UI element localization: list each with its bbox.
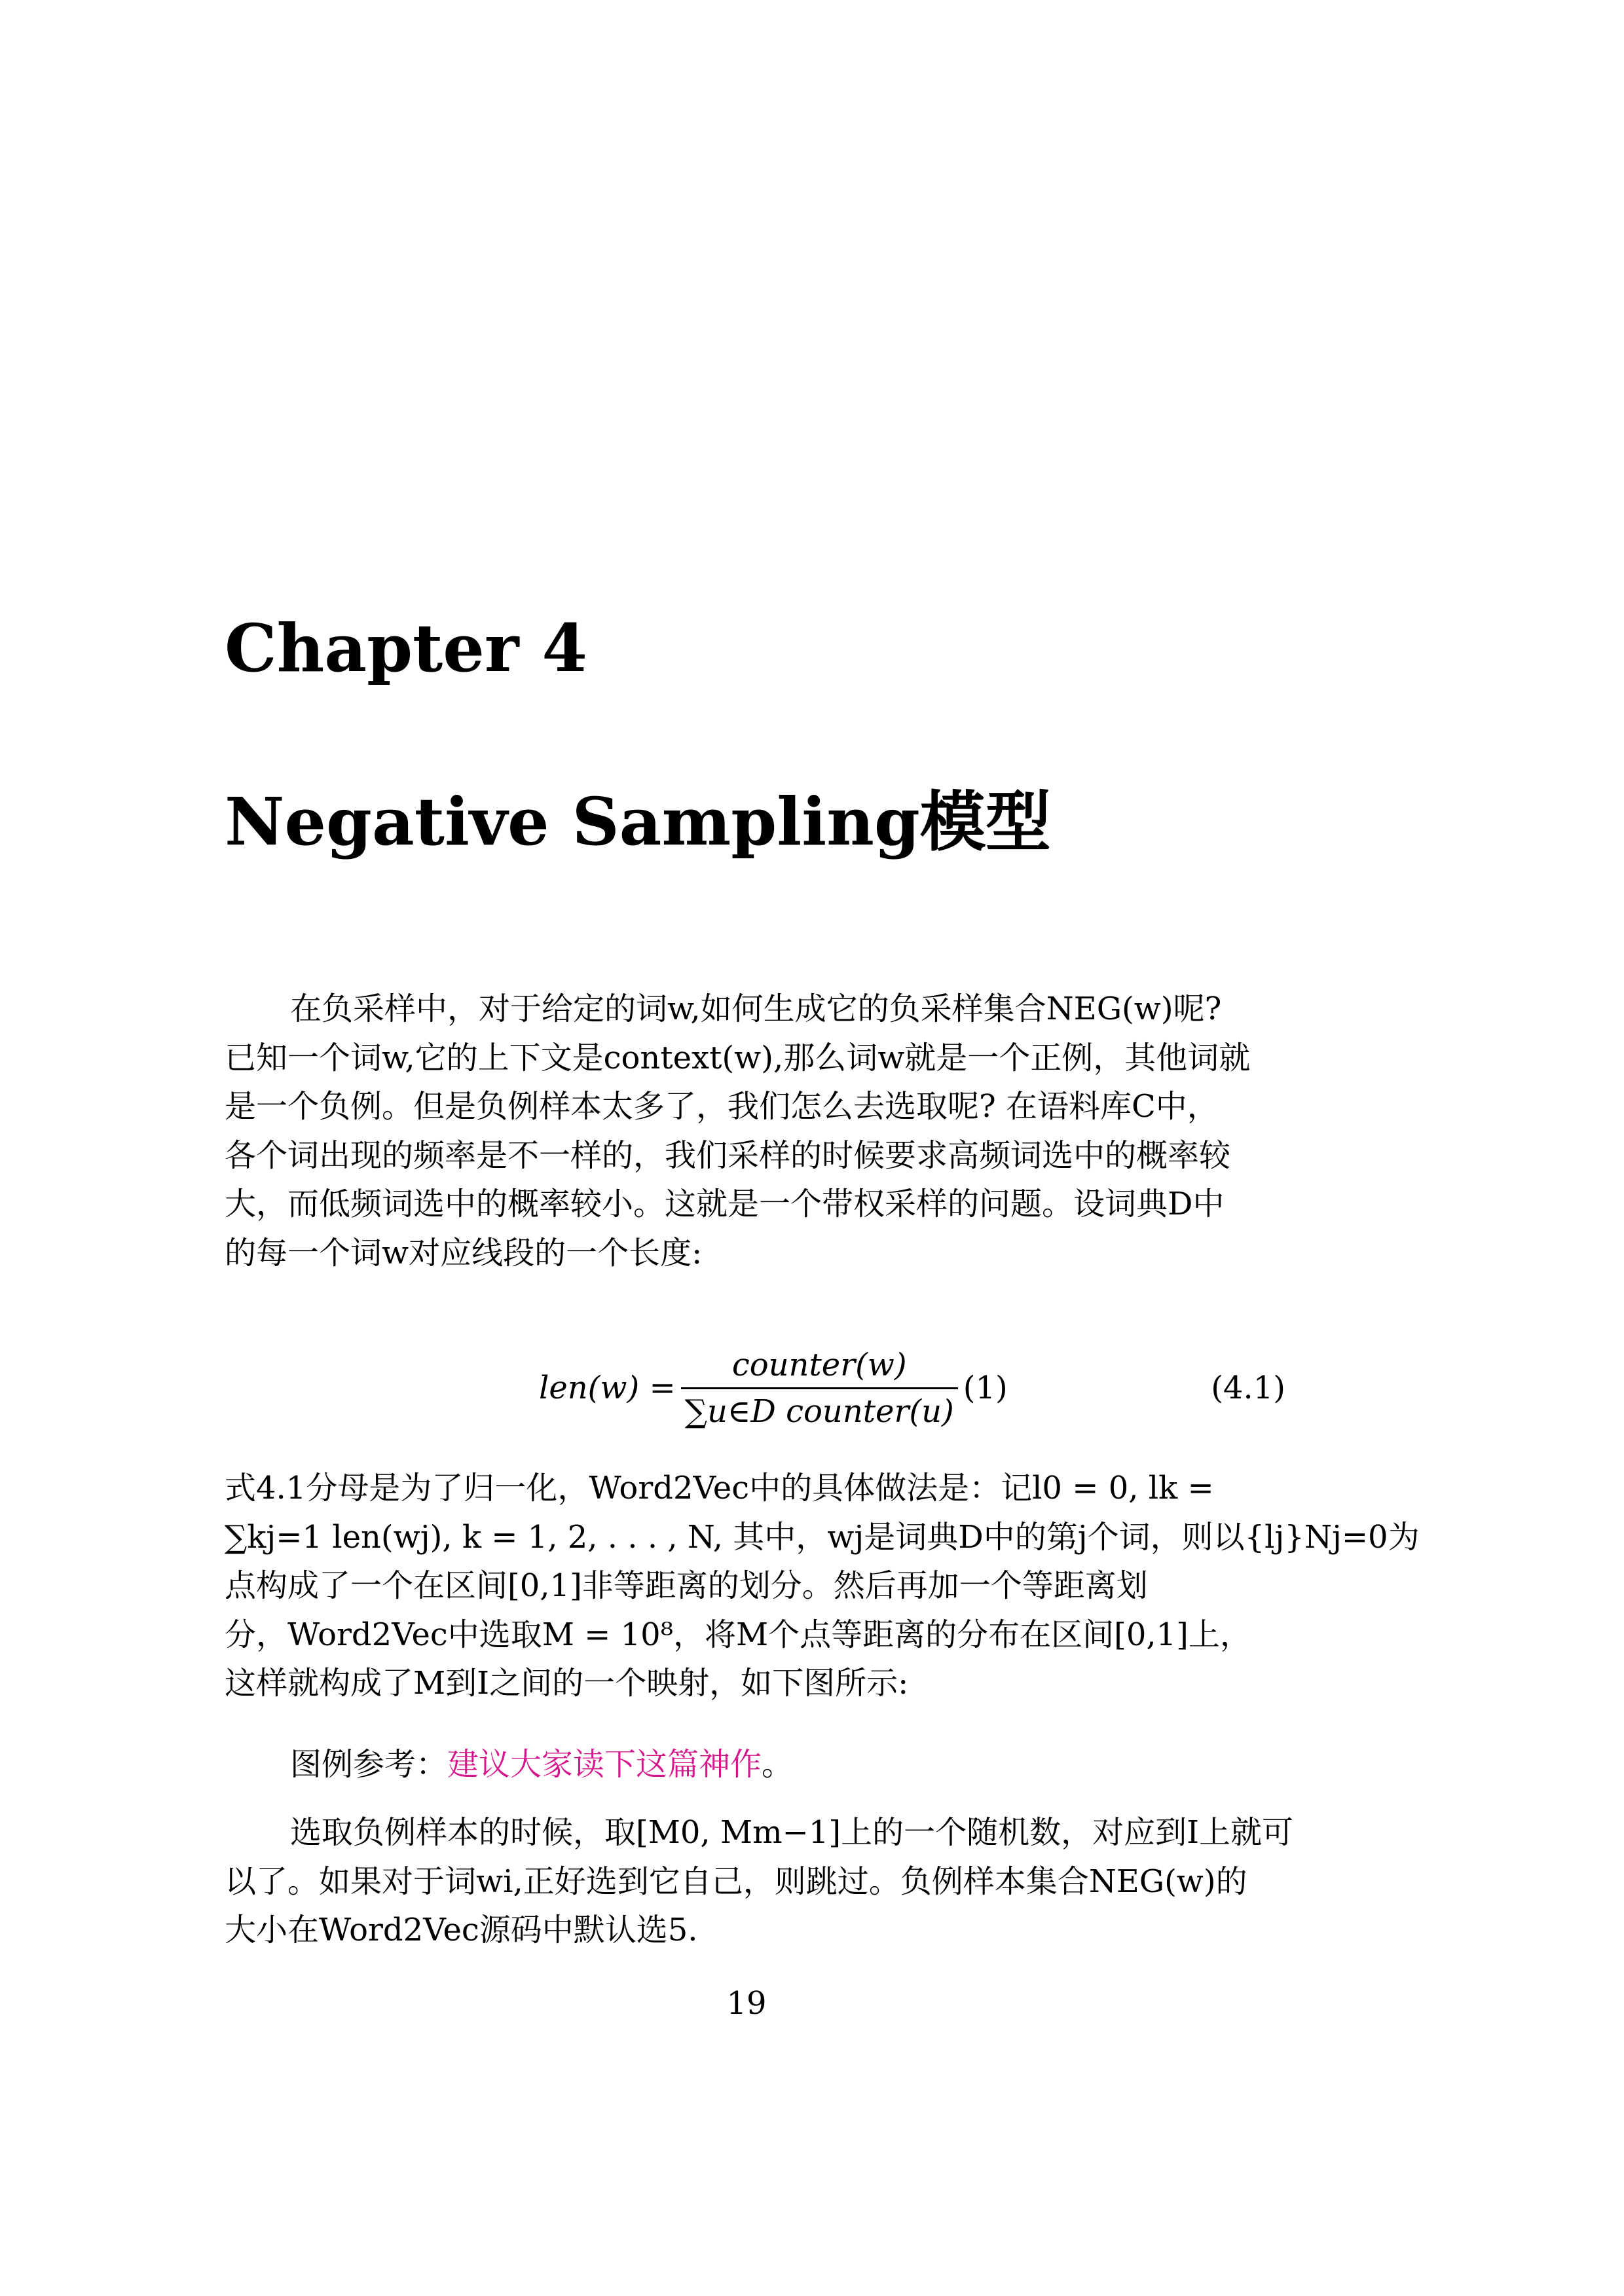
equation-denominator: ∑u∈D counter(u) xyxy=(684,1393,954,1430)
page-number: 19 xyxy=(726,1985,767,2022)
equation-body xyxy=(539,1336,1008,1440)
equation-suffix: (1) xyxy=(963,1370,1008,1406)
paragraph-method xyxy=(225,1464,1420,1708)
reference-suffix: 。 xyxy=(762,1746,794,1783)
paragraph-line: 是一个负例。但是负例样本太多了，我们怎么去选取呢? 在语料库C中， xyxy=(225,1088,1219,1125)
paragraph-sampling xyxy=(225,1808,1294,1955)
equation-4-1 xyxy=(225,1336,1285,1440)
paragraph-reference xyxy=(225,1740,1285,1789)
reference-link[interactable]: 建议大家读下这篇神作 xyxy=(447,1746,762,1783)
paragraph-line: 大小在Word2Vec源码中默认选5. xyxy=(225,1912,698,1948)
chapter-label: Chapter 4 xyxy=(225,610,587,687)
equation-lhs: len(w) = xyxy=(539,1370,676,1406)
equation-number: (4.1) xyxy=(1211,1370,1285,1406)
paragraph-line: ∑kj=1 len(wj), k = 1, 2, . . . , N, 其中，wj是词典D中的第j个词，则以{lj}Nj=0为 xyxy=(225,1518,1420,1556)
paragraph-line: 分，Word2Vec中选取M = 10⁸，将M个点等距离的分布在区间[0,1]上， xyxy=(225,1616,1251,1653)
paragraph-line: 这样就构成了M到I之间的一个映射，如下图所示: xyxy=(225,1665,909,1702)
equation-fraction xyxy=(681,1347,958,1430)
paragraph-line: 选取负例样本的时候，取[M0, Mm−1]上的一个随机数，对应到I上就可 xyxy=(290,1814,1294,1851)
reference-prefix: 图例参考： xyxy=(290,1746,448,1783)
paragraph-intro xyxy=(225,985,1285,1277)
paragraph-line: 点构成了一个在区间[0,1]非等距离的划分。然后再加一个等距离划 xyxy=(225,1567,1148,1604)
chapter-title: Negative Sampling模型 xyxy=(225,783,1051,860)
paragraph-line: 式4.1分母是为了归一化，Word2Vec中的具体做法是：记l0 = 0, lk = xyxy=(225,1470,1214,1506)
paragraph-line: 在负采样中，对于给定的词w,如何生成它的负采样集合NEG(w)呢? xyxy=(290,991,1222,1027)
paragraph-line xyxy=(225,1740,1285,1789)
paragraph-line: 已知一个词w,它的上下文是context(w),那么词w就是一个正例，其他词就 xyxy=(225,1039,1251,1076)
paragraph-line: 的每一个词w对应线段的一个长度: xyxy=(225,1234,703,1271)
paragraph-line: 以了。如果对于词wi,正好选到它自己，则跳过。负例样本集合NEG(w)的 xyxy=(225,1863,1247,1900)
paragraph-line: 各个词出现的频率是不一样的，我们采样的时候要求高频词选中的概率较 xyxy=(225,1137,1231,1174)
equation-numerator: counter(w) xyxy=(731,1346,907,1383)
paragraph-line: 大，而低频词选中的概率较小。这就是一个带权采样的问题。设词典D中 xyxy=(225,1186,1225,1222)
